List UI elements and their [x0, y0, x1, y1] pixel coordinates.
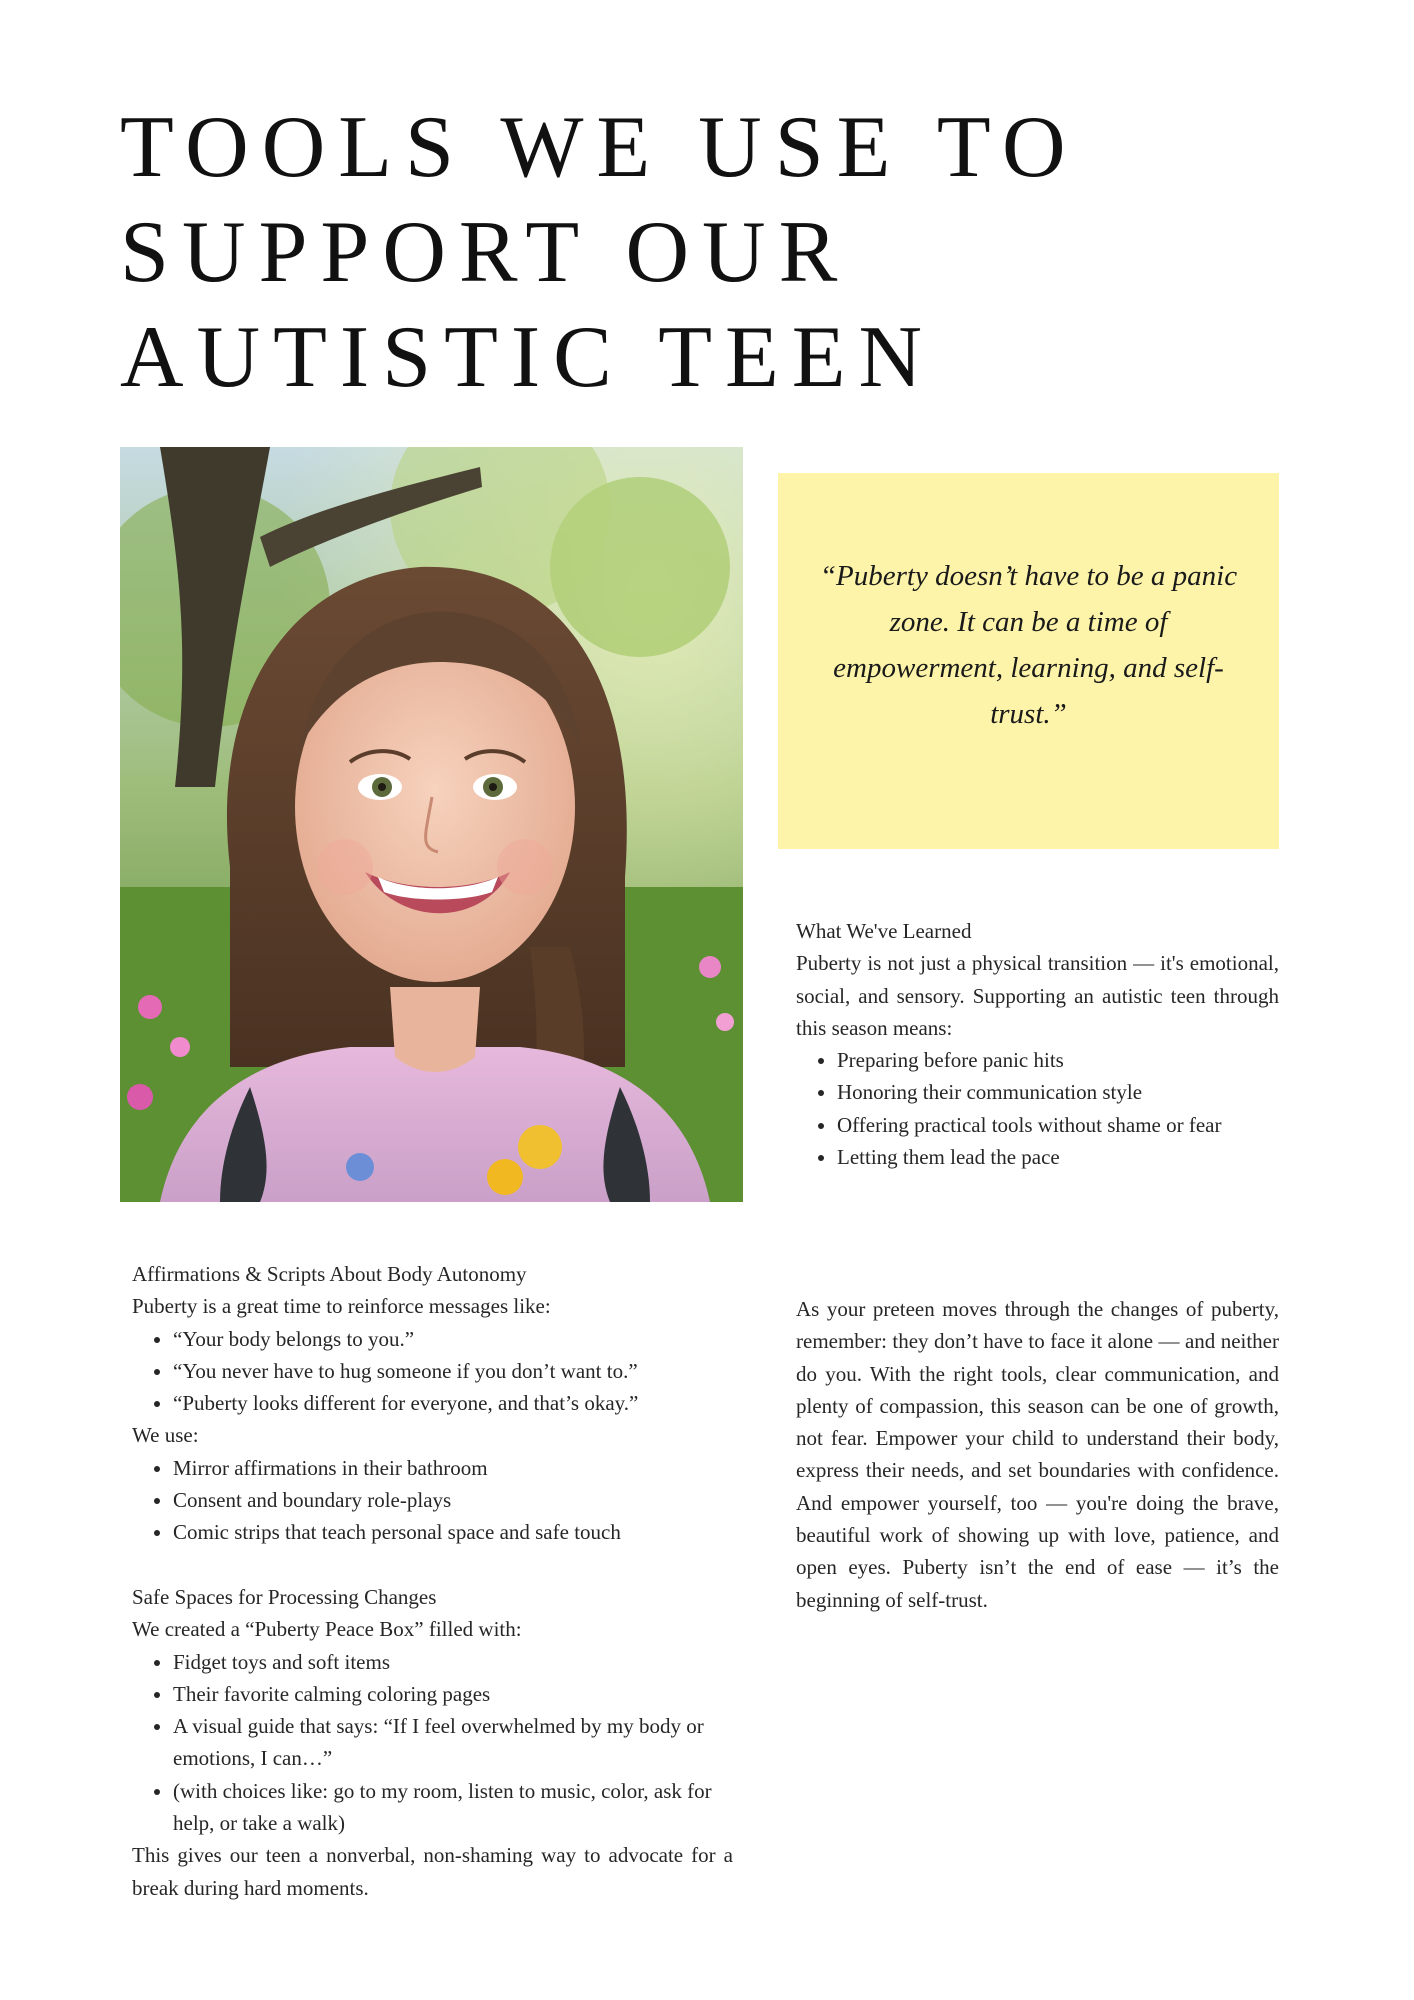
safe-spaces-outro: This gives our teen a nonverbal, non-shaming way to advocate for a break during hard moments.	[132, 1843, 733, 1900]
girl-smiling-photo	[120, 447, 743, 1202]
list-item: • (with choices like: go to my room, listen to music, color, ask for help, or take a walk)	[173, 1775, 733, 1840]
tools-list	[132, 1452, 733, 1549]
title-line-3: AUTISTIC TEEN	[120, 309, 936, 406]
list-item: • Comic strips that teach personal space and safe touch	[173, 1516, 733, 1548]
list-item: • Letting them lead the pace	[837, 1141, 1279, 1173]
list-item: • “You never have to hug someone if you don’t want to.”	[173, 1355, 733, 1387]
affirmations-list	[132, 1323, 733, 1420]
page-title	[120, 95, 1120, 410]
peace-box-list	[132, 1646, 733, 1840]
list-item: • Offering practical tools without shame or fear	[837, 1109, 1279, 1141]
autonomy-heading: Affirmations & Scripts About Body Autonomy	[132, 1262, 527, 1286]
list-item: • A visual guide that says: “If I feel overwhelmed by my body or emotions, I can…”	[173, 1710, 733, 1775]
we-use-label: We use:	[132, 1423, 199, 1448]
learned-heading: What We've Learned	[796, 919, 972, 943]
closing-paragraph: As your preteen moves through the changes of puberty, remember: they don’t have to face it alone — and neither do you. With the right tools, clear communication, and plenty of compassion, this season can be one of growth, not fear. Empower your child to understand their body, express their needs, and set boundaries with confidence. And empower yourself, too — you're doing the brave, beautiful work of showing up with love, patience, and open eyes. Puberty isn’t the end of ease — it’s the beginning of self-trust.	[796, 1297, 1279, 1612]
autonomy-intro: Puberty is a great time to reinforce messages like:	[132, 1294, 551, 1319]
list-item: • Fidget toys and soft items	[173, 1646, 733, 1678]
pull-quote: “Puberty doesn’t have to be a panic zone. It can be a time of empowerment, learning, and self-trust.”	[819, 560, 1238, 730]
title-line-2: SUPPORT OUR	[120, 204, 851, 301]
learned-list	[796, 1044, 1279, 1173]
safe-spaces-heading: Safe Spaces for Processing Changes	[132, 1584, 437, 1609]
list-item: • Consent and boundary role-plays	[173, 1484, 733, 1516]
autonomy-section	[132, 1258, 733, 1904]
pull-quote-box	[778, 473, 1279, 849]
title-line-1: TOOLS WE USE TO	[120, 99, 1079, 196]
list-item: • Honoring their communication style	[837, 1076, 1279, 1108]
list-item: • “Your body belongs to you.”	[173, 1323, 733, 1355]
list-item: • Preparing before panic hits	[837, 1044, 1279, 1076]
learned-section	[796, 915, 1279, 1173]
list-item: • Their favorite calming coloring pages	[173, 1678, 733, 1710]
closing-section	[796, 1293, 1279, 1616]
list-item: • Mirror affirmations in their bathroom	[173, 1452, 733, 1484]
learned-intro: Puberty is not just a physical transition — it's emotional, social, and sensory. Supporting an autistic teen through this season means:	[796, 951, 1279, 1040]
list-item: • “Puberty looks different for everyone, and that’s okay.”	[173, 1387, 733, 1419]
safe-spaces-intro: We created a “Puberty Peace Box” filled with:	[132, 1617, 522, 1642]
